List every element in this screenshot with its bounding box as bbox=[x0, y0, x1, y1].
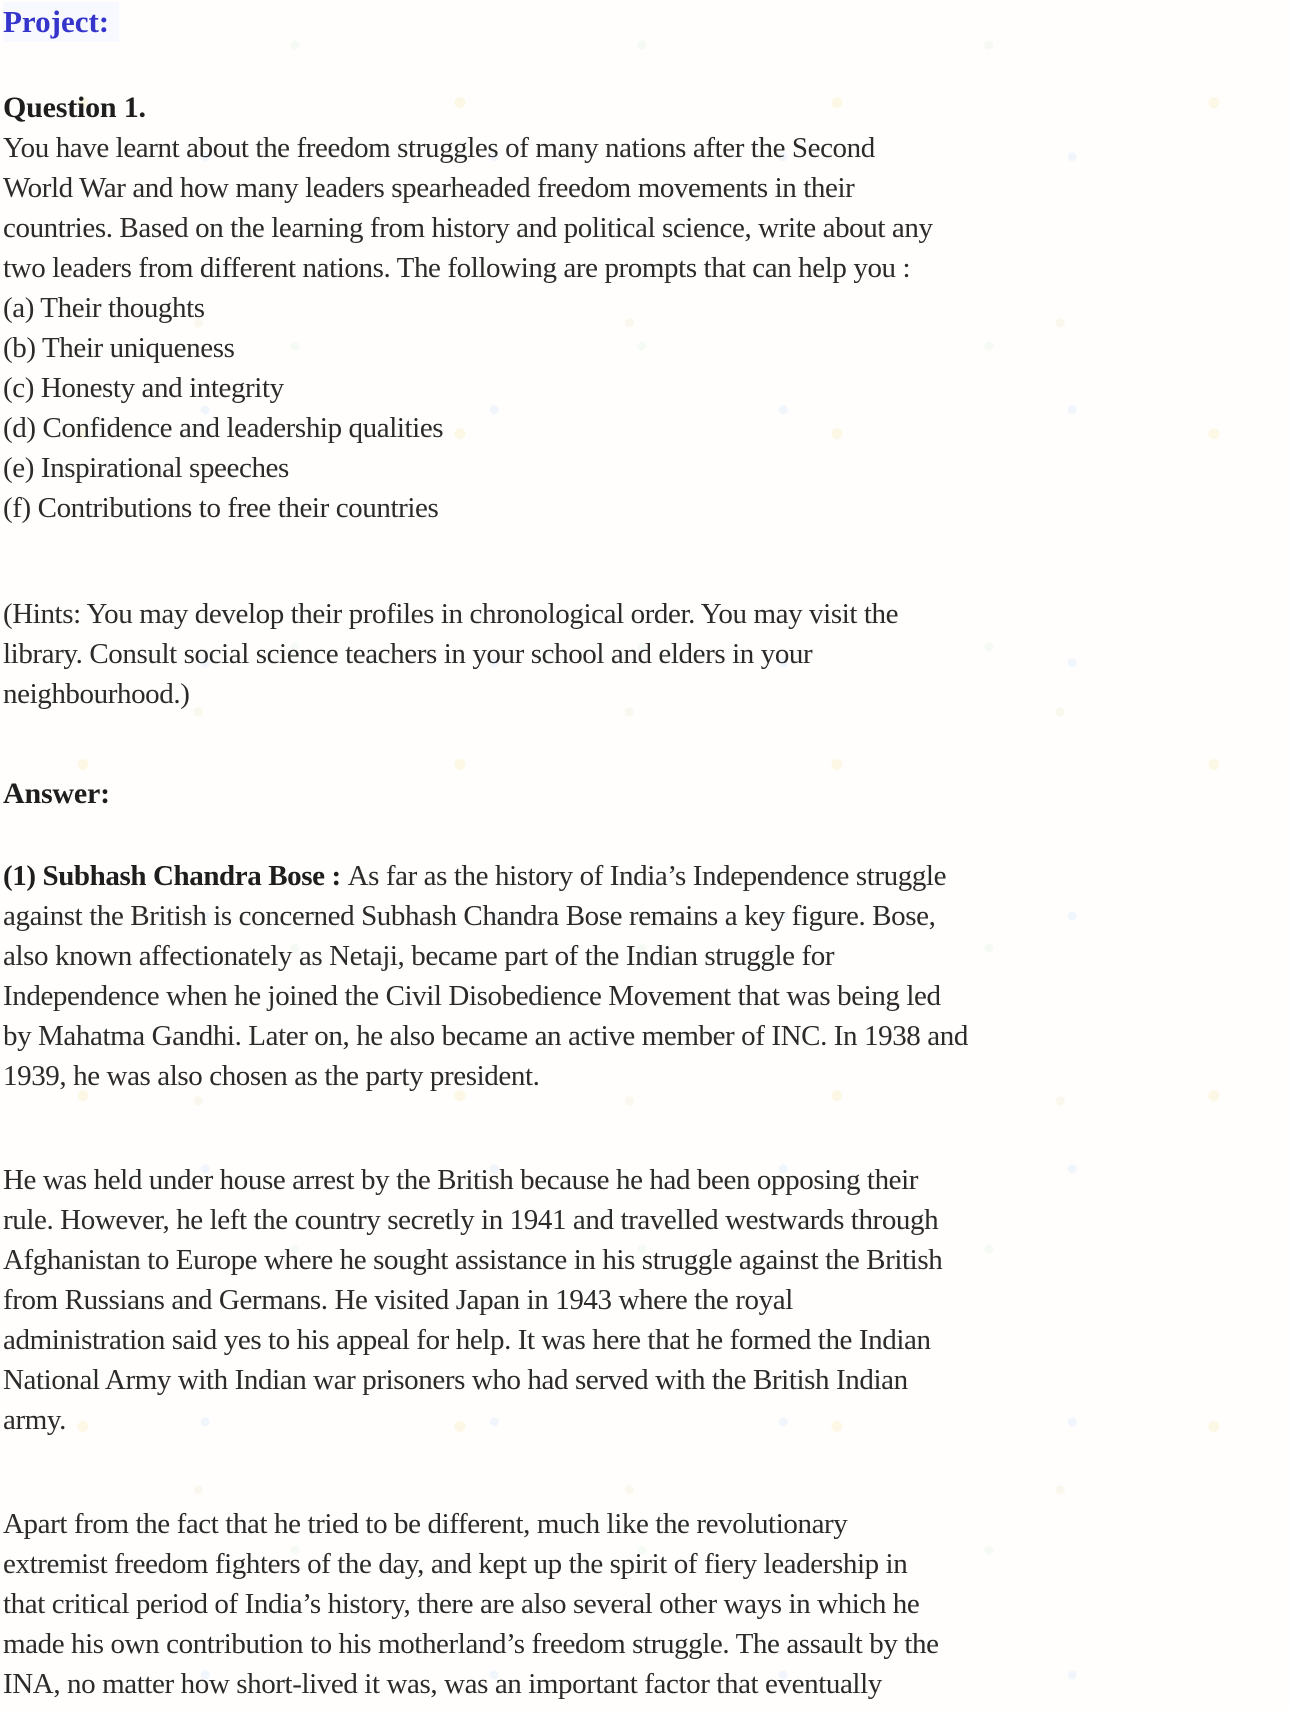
question-line: You have learnt about the freedom struggles of many nations after the Second bbox=[3, 132, 875, 164]
paragraph-line: INA, no matter how short-lived it was, was an important factor that eventually bbox=[3, 1668, 882, 1700]
hints-line: (Hints: You may develop their profiles in chronological order. You may visit the bbox=[3, 598, 899, 630]
answer-paragraph-3 bbox=[3, 1504, 1273, 1704]
prompt-item: (b) Their uniqueness bbox=[3, 332, 235, 364]
question-heading: Question 1. bbox=[3, 91, 146, 124]
prompt-item: (f) Contributions to free their countries bbox=[3, 492, 439, 524]
paragraph-line-text: As far as the history of India’s Independence struggle bbox=[347, 860, 947, 892]
question-line: two leaders from different nations. The following are prompts that can help you : bbox=[3, 252, 911, 284]
paragraph-line: administration said yes to his appeal for help. It was here that he formed the Indian bbox=[3, 1324, 931, 1356]
question-line: countries. Based on the learning from history and political science, write about any bbox=[3, 212, 933, 244]
hints-line: neighbourhood.) bbox=[3, 678, 190, 710]
paragraph-line: made his own contribution to his motherland’s freedom struggle. The assault by the bbox=[3, 1628, 939, 1660]
paragraph-line: Apart from the fact that he tried to be different, much like the revolutionary bbox=[3, 1508, 848, 1540]
paragraph-line: 1939, he was also chosen as the party president. bbox=[3, 1060, 540, 1092]
paragraph-line: National Army with Indian war prisoners who had served with the British Indian bbox=[3, 1364, 908, 1396]
answer-paragraph-2 bbox=[3, 1160, 1273, 1440]
prompt-list bbox=[3, 288, 1273, 528]
question-paragraph bbox=[3, 128, 1273, 288]
prompt-item: (c) Honesty and integrity bbox=[3, 372, 284, 404]
hints-paragraph bbox=[3, 594, 1273, 714]
prompt-item: (d) Confidence and leadership qualities bbox=[3, 412, 444, 444]
paragraph-line: Afghanistan to Europe where he sought assistance in his struggle against the British bbox=[3, 1244, 943, 1276]
answer-heading: Answer: bbox=[3, 777, 110, 810]
prompt-item: (a) Their thoughts bbox=[3, 292, 205, 324]
paragraph-line: by Mahatma Gandhi. Later on, he also became an active member of INC. In 1938 and bbox=[3, 1020, 968, 1052]
paragraph-line: rule. However, he left the country secretly in 1941 and travelled westwards through bbox=[3, 1204, 939, 1236]
paragraph-line: He was held under house arrest by the British because he had been opposing their bbox=[3, 1164, 919, 1196]
paragraph-line: against the British is concerned Subhash Chandra Bose remains a key figure. Bose, bbox=[3, 900, 936, 932]
paragraph-line: Independence when he joined the Civil Disobedience Movement that was being led bbox=[3, 980, 941, 1012]
paragraph-line: from Russians and Germans. He visited Japan in 1943 where the royal bbox=[3, 1284, 793, 1316]
paragraph-line: that critical period of India’s history, there are also several other ways in which he bbox=[3, 1588, 920, 1620]
project-heading: Project: bbox=[3, 2, 119, 42]
hints-line: library. Consult social science teachers in your school and elders in your bbox=[3, 638, 813, 670]
paragraph-line: extremist freedom fighters of the day, and kept up the spirit of fiery leadership in bbox=[3, 1548, 908, 1580]
paragraph-line: army. bbox=[3, 1404, 66, 1436]
prompt-item: (e) Inspirational speeches bbox=[3, 452, 289, 484]
leader-name-bold-lead: (1) Subhash Chandra Bose : bbox=[3, 860, 348, 892]
question-line: World War and how many leaders spearheaded freedom movements in their bbox=[3, 172, 855, 204]
answer-paragraph-1 bbox=[3, 856, 1273, 1096]
paragraph-line bbox=[3, 856, 1273, 896]
paragraph-line: also known affectionately as Netaji, became part of the Indian struggle for bbox=[3, 940, 835, 972]
